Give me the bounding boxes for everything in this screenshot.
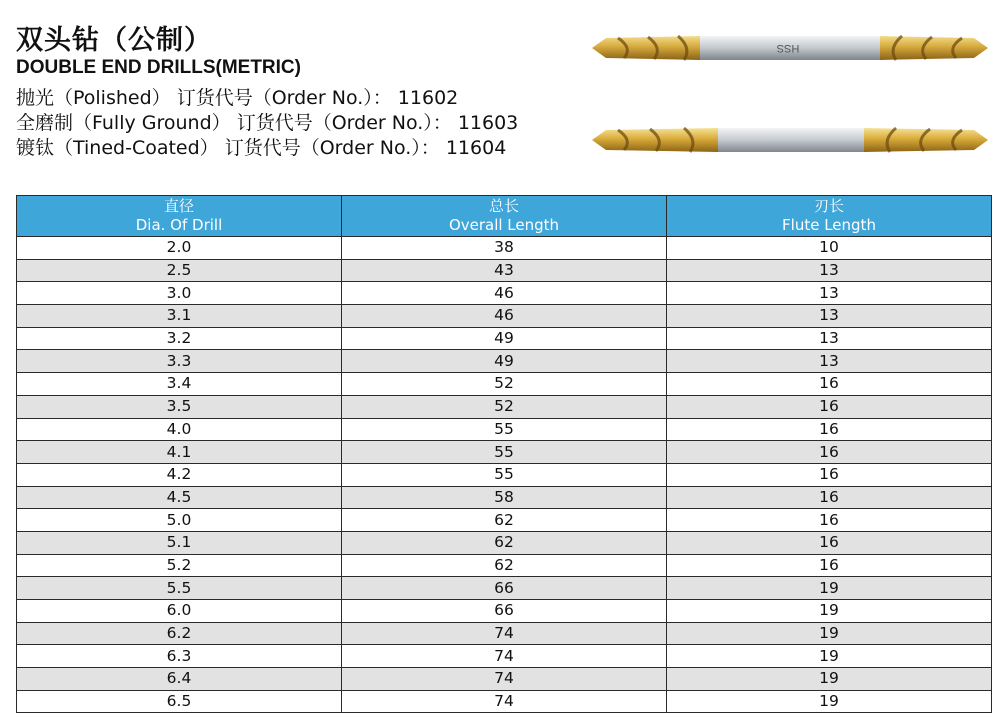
cell-flute-length: 16 [667, 418, 992, 441]
cell-flute-length: 16 [667, 531, 992, 554]
table-row [17, 645, 992, 668]
cell-diameter: 2.0 [17, 237, 342, 260]
drill-flute-right [880, 36, 988, 60]
table-row [17, 395, 992, 418]
cell-overall-length: 49 [342, 350, 667, 373]
cell-flute-length: 19 [667, 645, 992, 668]
cell-diameter: 3.3 [17, 350, 342, 373]
cell-diameter: 6.4 [17, 668, 342, 691]
cell-overall-length: 58 [342, 486, 667, 509]
cell-overall-length: 62 [342, 554, 667, 577]
cell-overall-length: 62 [342, 531, 667, 554]
drill-marking: HSS [776, 42, 800, 54]
page-title-en: DOUBLE END DRILLS(METRIC) [16, 57, 301, 78]
cell-flute-length: 19 [667, 600, 992, 623]
cell-diameter: 6.3 [17, 645, 342, 668]
cell-flute-length: 13 [667, 305, 992, 328]
cell-diameter: 2.5 [17, 259, 342, 282]
cell-flute-length: 13 [667, 282, 992, 305]
table-row [17, 668, 992, 691]
table-row [17, 554, 992, 577]
table-row [17, 486, 992, 509]
order-line-fully-ground: 全磨制（Fully Ground） 订货代号（Order No.）： 11603 [16, 112, 519, 134]
cell-overall-length: 55 [342, 418, 667, 441]
table-row [17, 237, 992, 260]
header-flute-length [667, 196, 992, 237]
table-row [17, 441, 992, 464]
cell-flute-length: 13 [667, 259, 992, 282]
cell-flute-length: 16 [667, 441, 992, 464]
table-row [17, 690, 992, 713]
table-row [17, 373, 992, 396]
cell-overall-length: 52 [342, 395, 667, 418]
cell-overall-length: 66 [342, 600, 667, 623]
cell-diameter: 5.5 [17, 577, 342, 600]
cell-overall-length: 66 [342, 577, 667, 600]
cell-flute-length: 16 [667, 509, 992, 532]
drill-image-bottom [588, 118, 992, 162]
cell-diameter: 6.5 [17, 690, 342, 713]
table-row [17, 509, 992, 532]
cell-overall-length: 43 [342, 259, 667, 282]
cell-flute-length: 16 [667, 486, 992, 509]
drill-shank [716, 128, 866, 152]
cell-overall-length: 74 [342, 690, 667, 713]
cell-flute-length: 16 [667, 373, 992, 396]
table-row [17, 327, 992, 350]
drill-flute-left [592, 36, 700, 60]
table-row [17, 259, 992, 282]
table-row [17, 282, 992, 305]
header-cn: 刃长 [813, 197, 844, 215]
cell-diameter: 5.1 [17, 531, 342, 554]
table-row [17, 463, 992, 486]
header-overall-length [342, 196, 667, 237]
cell-flute-length: 19 [667, 668, 992, 691]
cell-diameter: 3.0 [17, 282, 342, 305]
cell-flute-length: 13 [667, 350, 992, 373]
table-row [17, 600, 992, 623]
header-en: Flute Length [782, 216, 876, 234]
cell-overall-length: 46 [342, 282, 667, 305]
cell-overall-length: 38 [342, 237, 667, 260]
cell-flute-length: 16 [667, 554, 992, 577]
table-row [17, 577, 992, 600]
header-diameter [17, 196, 342, 237]
cell-flute-length: 19 [667, 690, 992, 713]
cell-overall-length: 52 [342, 373, 667, 396]
cell-flute-length: 16 [667, 463, 992, 486]
drill-spec-table [16, 195, 992, 713]
cell-overall-length: 55 [342, 463, 667, 486]
table-row [17, 622, 992, 645]
table-row [17, 531, 992, 554]
cell-overall-length: 74 [342, 622, 667, 645]
cell-overall-length: 62 [342, 509, 667, 532]
cell-diameter: 5.2 [17, 554, 342, 577]
drill-image-top [588, 26, 992, 70]
header-cn: 直径 [163, 197, 194, 215]
cell-diameter: 4.1 [17, 441, 342, 464]
header-en: Overall Length [448, 216, 560, 234]
cell-diameter: 6.0 [17, 600, 342, 623]
header-en: Dia. Of Drill [135, 216, 223, 234]
page-title-cn: 双头钻（公制） [16, 25, 212, 56]
table-row [17, 418, 992, 441]
table-row [17, 350, 992, 373]
cell-overall-length: 49 [342, 327, 667, 350]
cell-overall-length: 46 [342, 305, 667, 328]
header-cn: 总长 [488, 197, 519, 215]
cell-overall-length: 74 [342, 668, 667, 691]
cell-diameter: 3.4 [17, 373, 342, 396]
cell-overall-length: 55 [342, 441, 667, 464]
cell-flute-length: 13 [667, 327, 992, 350]
cell-diameter: 4.0 [17, 418, 342, 441]
order-line-tin-coated: 镀钛（Tined-Coated） 订货代号（Order No.）： 11604 [16, 137, 507, 159]
cell-flute-length: 16 [667, 395, 992, 418]
cell-diameter: 3.5 [17, 395, 342, 418]
cell-flute-length: 10 [667, 237, 992, 260]
cell-diameter: 4.2 [17, 463, 342, 486]
cell-diameter: 3.2 [17, 327, 342, 350]
cell-overall-length: 74 [342, 645, 667, 668]
cell-flute-length: 19 [667, 622, 992, 645]
table-row [17, 305, 992, 328]
order-line-polished: 抛光（Polished） 订货代号（Order No.）： 11602 [16, 87, 459, 109]
cell-diameter: 4.5 [17, 486, 342, 509]
cell-diameter: 5.0 [17, 509, 342, 532]
cell-diameter: 3.1 [17, 305, 342, 328]
cell-diameter: 6.2 [17, 622, 342, 645]
cell-flute-length: 19 [667, 577, 992, 600]
